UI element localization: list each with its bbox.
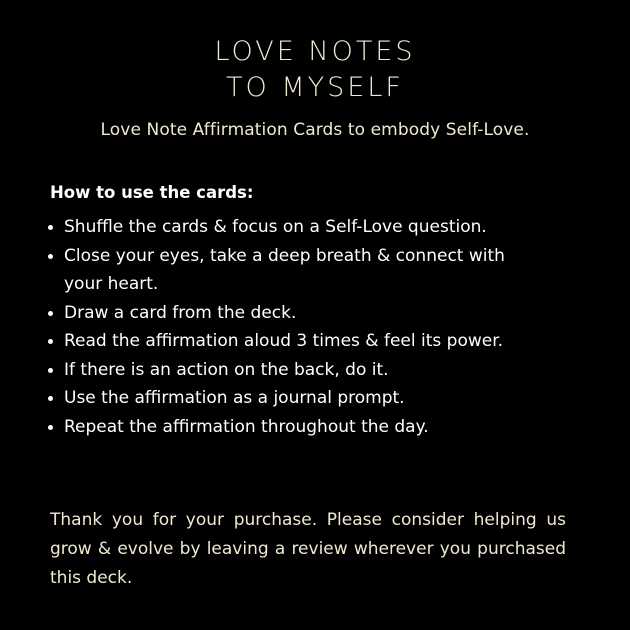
list-item: Draw a card from the deck. (64, 299, 544, 328)
list-item: Shuffle the cards & focus on a Self-Love question. (64, 213, 544, 242)
title-line-2: TO MYSELF (226, 72, 404, 103)
list-item: Read the affirmation aloud 3 times & feel its power. (64, 327, 544, 356)
list-item: If there is an action on the back, do it. (64, 356, 544, 385)
title-line-1: LOVE NOTES (214, 36, 416, 67)
list-item: Close your eyes, take a deep breath & connect with your heart. (64, 242, 544, 299)
list-item: Repeat the affirmation throughout the day. (64, 413, 544, 442)
thank-you-message: Thank you for your purchase. Please consider helping us grow & evolve by leaving a review wherever you purchased this deck. (50, 510, 566, 588)
subtitle: Love Note Affirmation Cards to embody Self-Love. (100, 120, 530, 140)
instructions-heading: How to use the cards: (50, 183, 254, 202)
page-title (0, 34, 630, 106)
instructions-list (64, 213, 544, 441)
list-item: Use the affirmation as a journal prompt. (64, 384, 544, 413)
